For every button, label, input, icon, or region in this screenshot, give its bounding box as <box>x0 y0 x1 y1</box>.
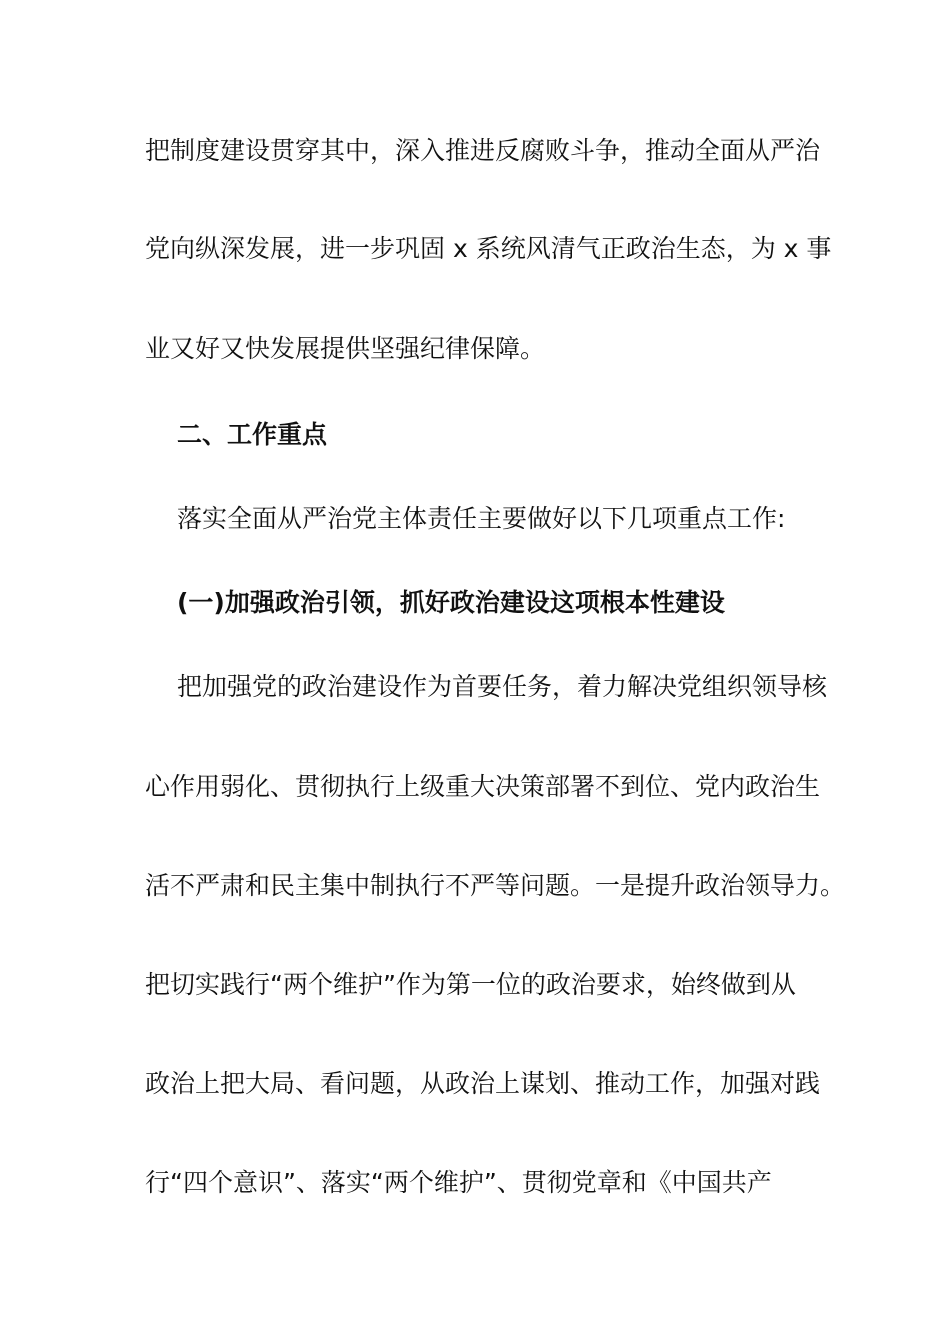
section-heading: 二、工作重点 <box>177 420 328 449</box>
paragraph-line: 行“四个意识”、落实“两个维护”、贯彻党章和《中国共产 <box>145 1168 772 1197</box>
paragraph-line: 业又好又快发展提供坚强纪律保障。 <box>145 334 546 363</box>
subsection-heading: (一)加强政治引领，抓好政治建设这项根本性建设 <box>177 588 725 617</box>
paragraph-line: 把切实践行“两个维护”作为第一位的政治要求，始终做到从 <box>145 970 796 999</box>
paragraph-line: 心作用弱化、贯彻执行上级重大决策部署不到位、党内政治生 <box>145 772 821 801</box>
paragraph-line: 活不严肃和民主集中制执行不严等问题。一是提升政治领导力。 <box>145 871 846 900</box>
paragraph-line: 政治上把大局、看问题，从政治上谋划、推动工作，加强对践 <box>145 1069 821 1098</box>
paragraph-line: 落实全面从严治党主体责任主要做好以下几项重点工作: <box>177 504 786 533</box>
paragraph-line: 把加强党的政治建设作为首要任务，着力解决党组织领导核 <box>177 672 828 701</box>
paragraph-line: 党向纵深发展，进一步巩固 x 系统风清气正政治生态，为 x 事 <box>145 234 832 263</box>
paragraph-line: 把制度建设贯穿其中，深入推进反腐败斗争，推动全面从严治 <box>145 136 821 165</box>
